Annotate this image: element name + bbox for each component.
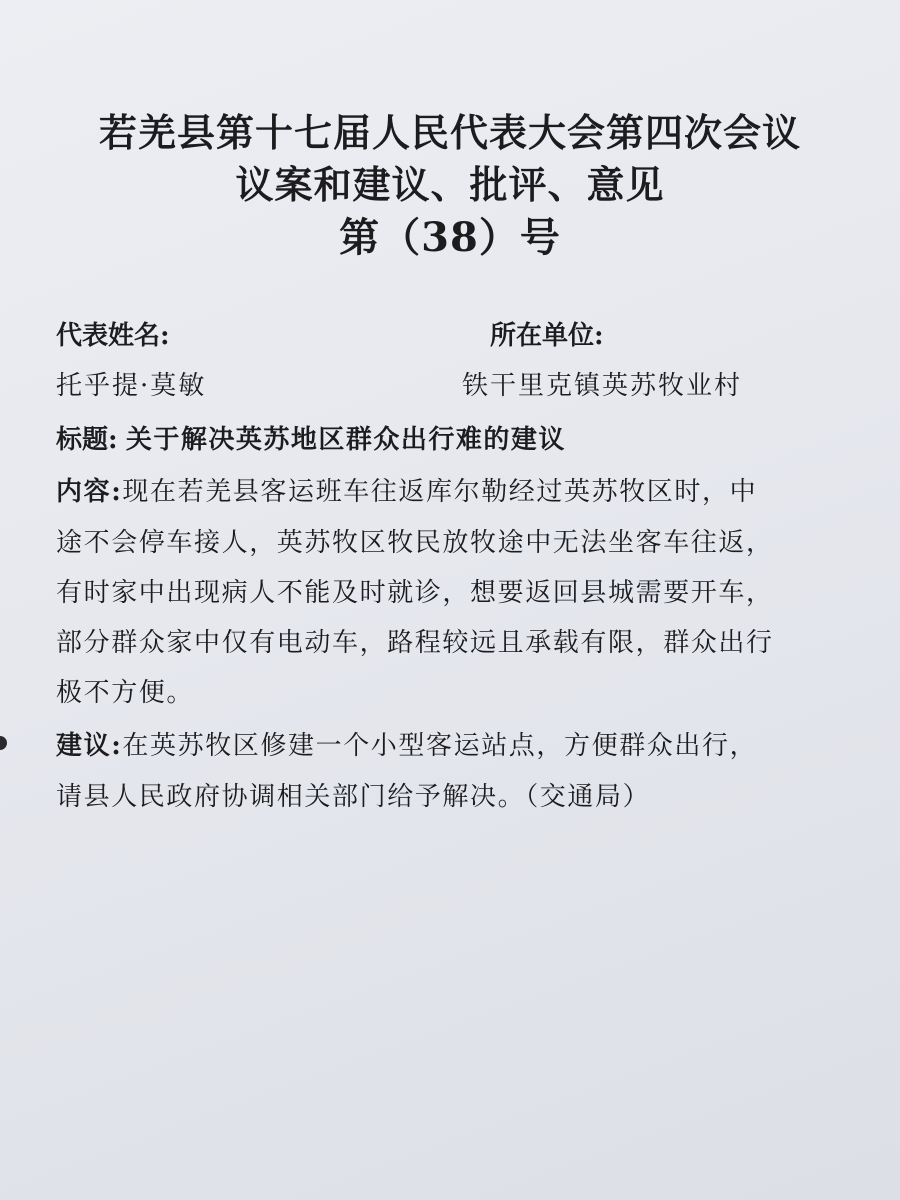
suggestion-line-2: 请县人民政府协调相关部门给予解决。（交通局） [56, 782, 651, 812]
content-line-1 [56, 479, 757, 505]
content-line-4: 部分群众家中仅有电动车，路程较远且承载有限，群众出行 [56, 628, 774, 658]
content-text: 现在若羌县客运班车往返库尔勒经过英苏牧区时，中 [122, 477, 758, 507]
content-label: 内容: [56, 477, 123, 507]
unit-label: 所在单位: [490, 321, 604, 351]
title-label: 标题: [56, 425, 118, 455]
title-value: 关于解决英苏地区群众出行难的建议 [125, 425, 566, 455]
suggestion-text: 在英苏牧区修建一个小型客运站点，方便群众出行， [122, 731, 758, 761]
document-title-line-1: 若羌县第十七届人民代表大会第四次会议 [98, 110, 801, 155]
content-line-3: 有时家中出现病人不能及时就诊，想要返回县城需要开车， [56, 578, 774, 608]
title-row [56, 427, 566, 453]
document-title-line-2: 议案和建议、批评、意见 [235, 162, 665, 207]
content-line-2: 途不会停车接人，英苏牧区牧民放牧途中无法坐客车往返， [56, 528, 774, 558]
suggestion-line-1 [56, 733, 757, 759]
unit-value: 铁干里克镇英苏牧业村 [462, 371, 743, 401]
document-number: 第（38）号 [339, 214, 561, 261]
representative-name-value: 托乎提·莫敏 [56, 371, 207, 401]
punch-hole [0, 736, 7, 750]
content-line-5: 极不方便。 [56, 678, 195, 708]
suggestion-label: 建议: [56, 731, 123, 761]
representative-name-label: 代表姓名: [56, 321, 170, 351]
